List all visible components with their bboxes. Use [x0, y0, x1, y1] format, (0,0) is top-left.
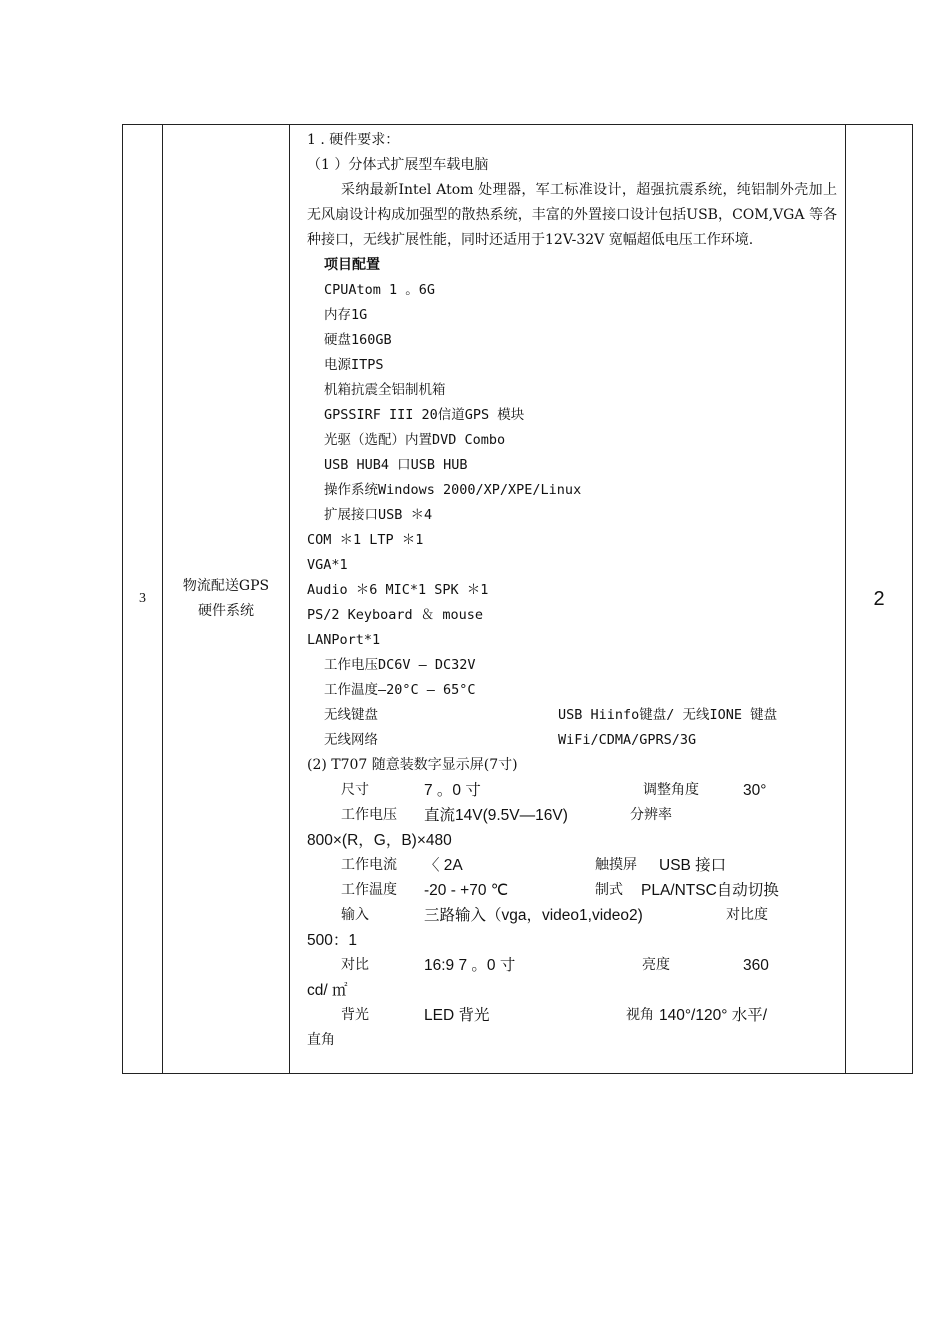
port-line: Audio ＊6 MIC*1 SPK ＊1 [307, 582, 489, 598]
display-contrast-label: 对比度 [726, 907, 768, 923]
display-backlight-value: LED 背光 [424, 1007, 490, 1024]
display-temp-label: 工作温度 [341, 882, 397, 898]
config-heading: 项目配置 [324, 257, 380, 273]
display-input-row [307, 903, 837, 928]
config-line: 机箱抗震全铝制机箱 [324, 382, 446, 398]
display-resolution-value: 800×(R，G，B)×480 [307, 832, 452, 849]
display-view-label: 视角 [626, 1007, 654, 1023]
row-index: 3 [123, 125, 163, 1074]
quantity-cell: 2 [846, 125, 913, 1074]
product-name-line1: 物流配送GPS [182, 578, 270, 594]
display-temp-row [307, 878, 837, 903]
spec-cell [290, 125, 846, 1074]
wireless-keyboard-value: USB Hiinfo键盘/ 无线IONE 键盘 [558, 707, 778, 723]
port-line: VGA*1 [307, 557, 348, 573]
display-current-label: 工作电流 [341, 857, 397, 873]
display-ratio-label: 对比 [341, 957, 369, 973]
config-line: 操作系统Windows 2000/XP/XPE/Linux [324, 482, 582, 498]
voltage-line: 工作电压DC6V — DC32V [324, 657, 476, 673]
display-touch-value: USB 接口 [659, 857, 727, 874]
display-brightness-unit: cd/ ㎡ [307, 982, 348, 999]
display-current-value: 〈 2A [424, 857, 463, 874]
display-size-value: 7 。0 寸 [424, 782, 481, 799]
table-row [123, 125, 913, 1074]
config-line: 光驱（选配）内置DVD Combo [324, 432, 506, 448]
item2-title: (2) T707 随意装数字显示屏(7寸) [307, 757, 518, 773]
config-line: 硬盘160GB [324, 332, 392, 348]
display-size-label: 尺寸 [341, 782, 369, 798]
port-line: PS/2 Keyboard ＆ mouse [307, 607, 484, 623]
display-input-value: 三路输入（vga，video1,video2) [424, 907, 643, 924]
display-current-row [307, 853, 837, 878]
display-system-value: PLA/NTSC自动切换 [641, 882, 779, 899]
display-system-label: 制式 [595, 882, 623, 898]
display-input-label: 输入 [341, 907, 369, 923]
wireless-network-label: 无线网络 [324, 732, 378, 748]
display-contrast-value: 500：1 [307, 932, 357, 949]
display-ratio-row [307, 953, 837, 978]
product-name-line2: 硬件系统 [198, 603, 254, 619]
display-size-row [307, 778, 837, 803]
item1-description: 采纳最新Intel Atom 处理器，军工标准设计，超强抗震系统，纯铝制外壳加上无风扇设计构成加强型的散热系统，丰富的外置接口设计包括USB，COM,VGA 等各种接口，无线扩展性能，同时还适用于12V-32V 宽幅超低电压工作环境. [307, 182, 837, 248]
display-brightness-label: 亮度 [642, 957, 670, 973]
port-line: COM ＊1 LTP ＊1 [307, 532, 424, 548]
wireless-keyboard-label: 无线键盘 [324, 707, 378, 723]
config-line: USB HUB4 口USB HUB [324, 457, 468, 473]
display-ratio-value: 16:9 7 。0 寸 [424, 957, 516, 974]
spec-table [122, 124, 913, 1074]
display-touch-label: 触摸屏 [595, 857, 637, 873]
config-line: 内存1G [324, 307, 368, 323]
display-view-value: 140°/120° 水平/ [659, 1007, 768, 1024]
display-backlight-row [307, 1003, 837, 1028]
product-name-cell [163, 125, 290, 1074]
wireless-keyboard-row [307, 703, 837, 728]
display-temp-value: -20 - +70 ℃ [424, 882, 509, 899]
display-view-value-2: 直角 [307, 1032, 335, 1048]
display-backlight-label: 背光 [341, 1007, 369, 1023]
display-voltage-row [307, 803, 837, 828]
item1-title: （1 ）分体式扩展型车载电脑 [307, 157, 489, 173]
config-line: GPSSIRF III 20信道GPS 模块 [324, 407, 525, 423]
wireless-network-value: WiFi/CDMA/GPRS/3G [558, 732, 697, 748]
wireless-network-row [307, 728, 837, 753]
display-angle-value: 30° [743, 782, 767, 799]
display-resolution-label: 分辨率 [630, 807, 672, 823]
config-line: 扩展接口USB ＊4 [324, 507, 433, 523]
display-brightness-value: 360 [743, 957, 769, 974]
spec-heading: 1 . 硬件要求： [307, 132, 400, 148]
display-voltage-label: 工作电压 [341, 807, 397, 823]
display-angle-label: 调整角度 [643, 782, 699, 798]
config-line: CPUAtom 1 。6G [324, 282, 436, 298]
port-line: LANPort*1 [307, 632, 381, 648]
temperature-line: 工作温度—20°C — 65°C [324, 682, 476, 698]
config-line: 电源ITPS [324, 357, 384, 373]
display-voltage-value: 直流14V(9.5V—16V) [424, 807, 568, 824]
